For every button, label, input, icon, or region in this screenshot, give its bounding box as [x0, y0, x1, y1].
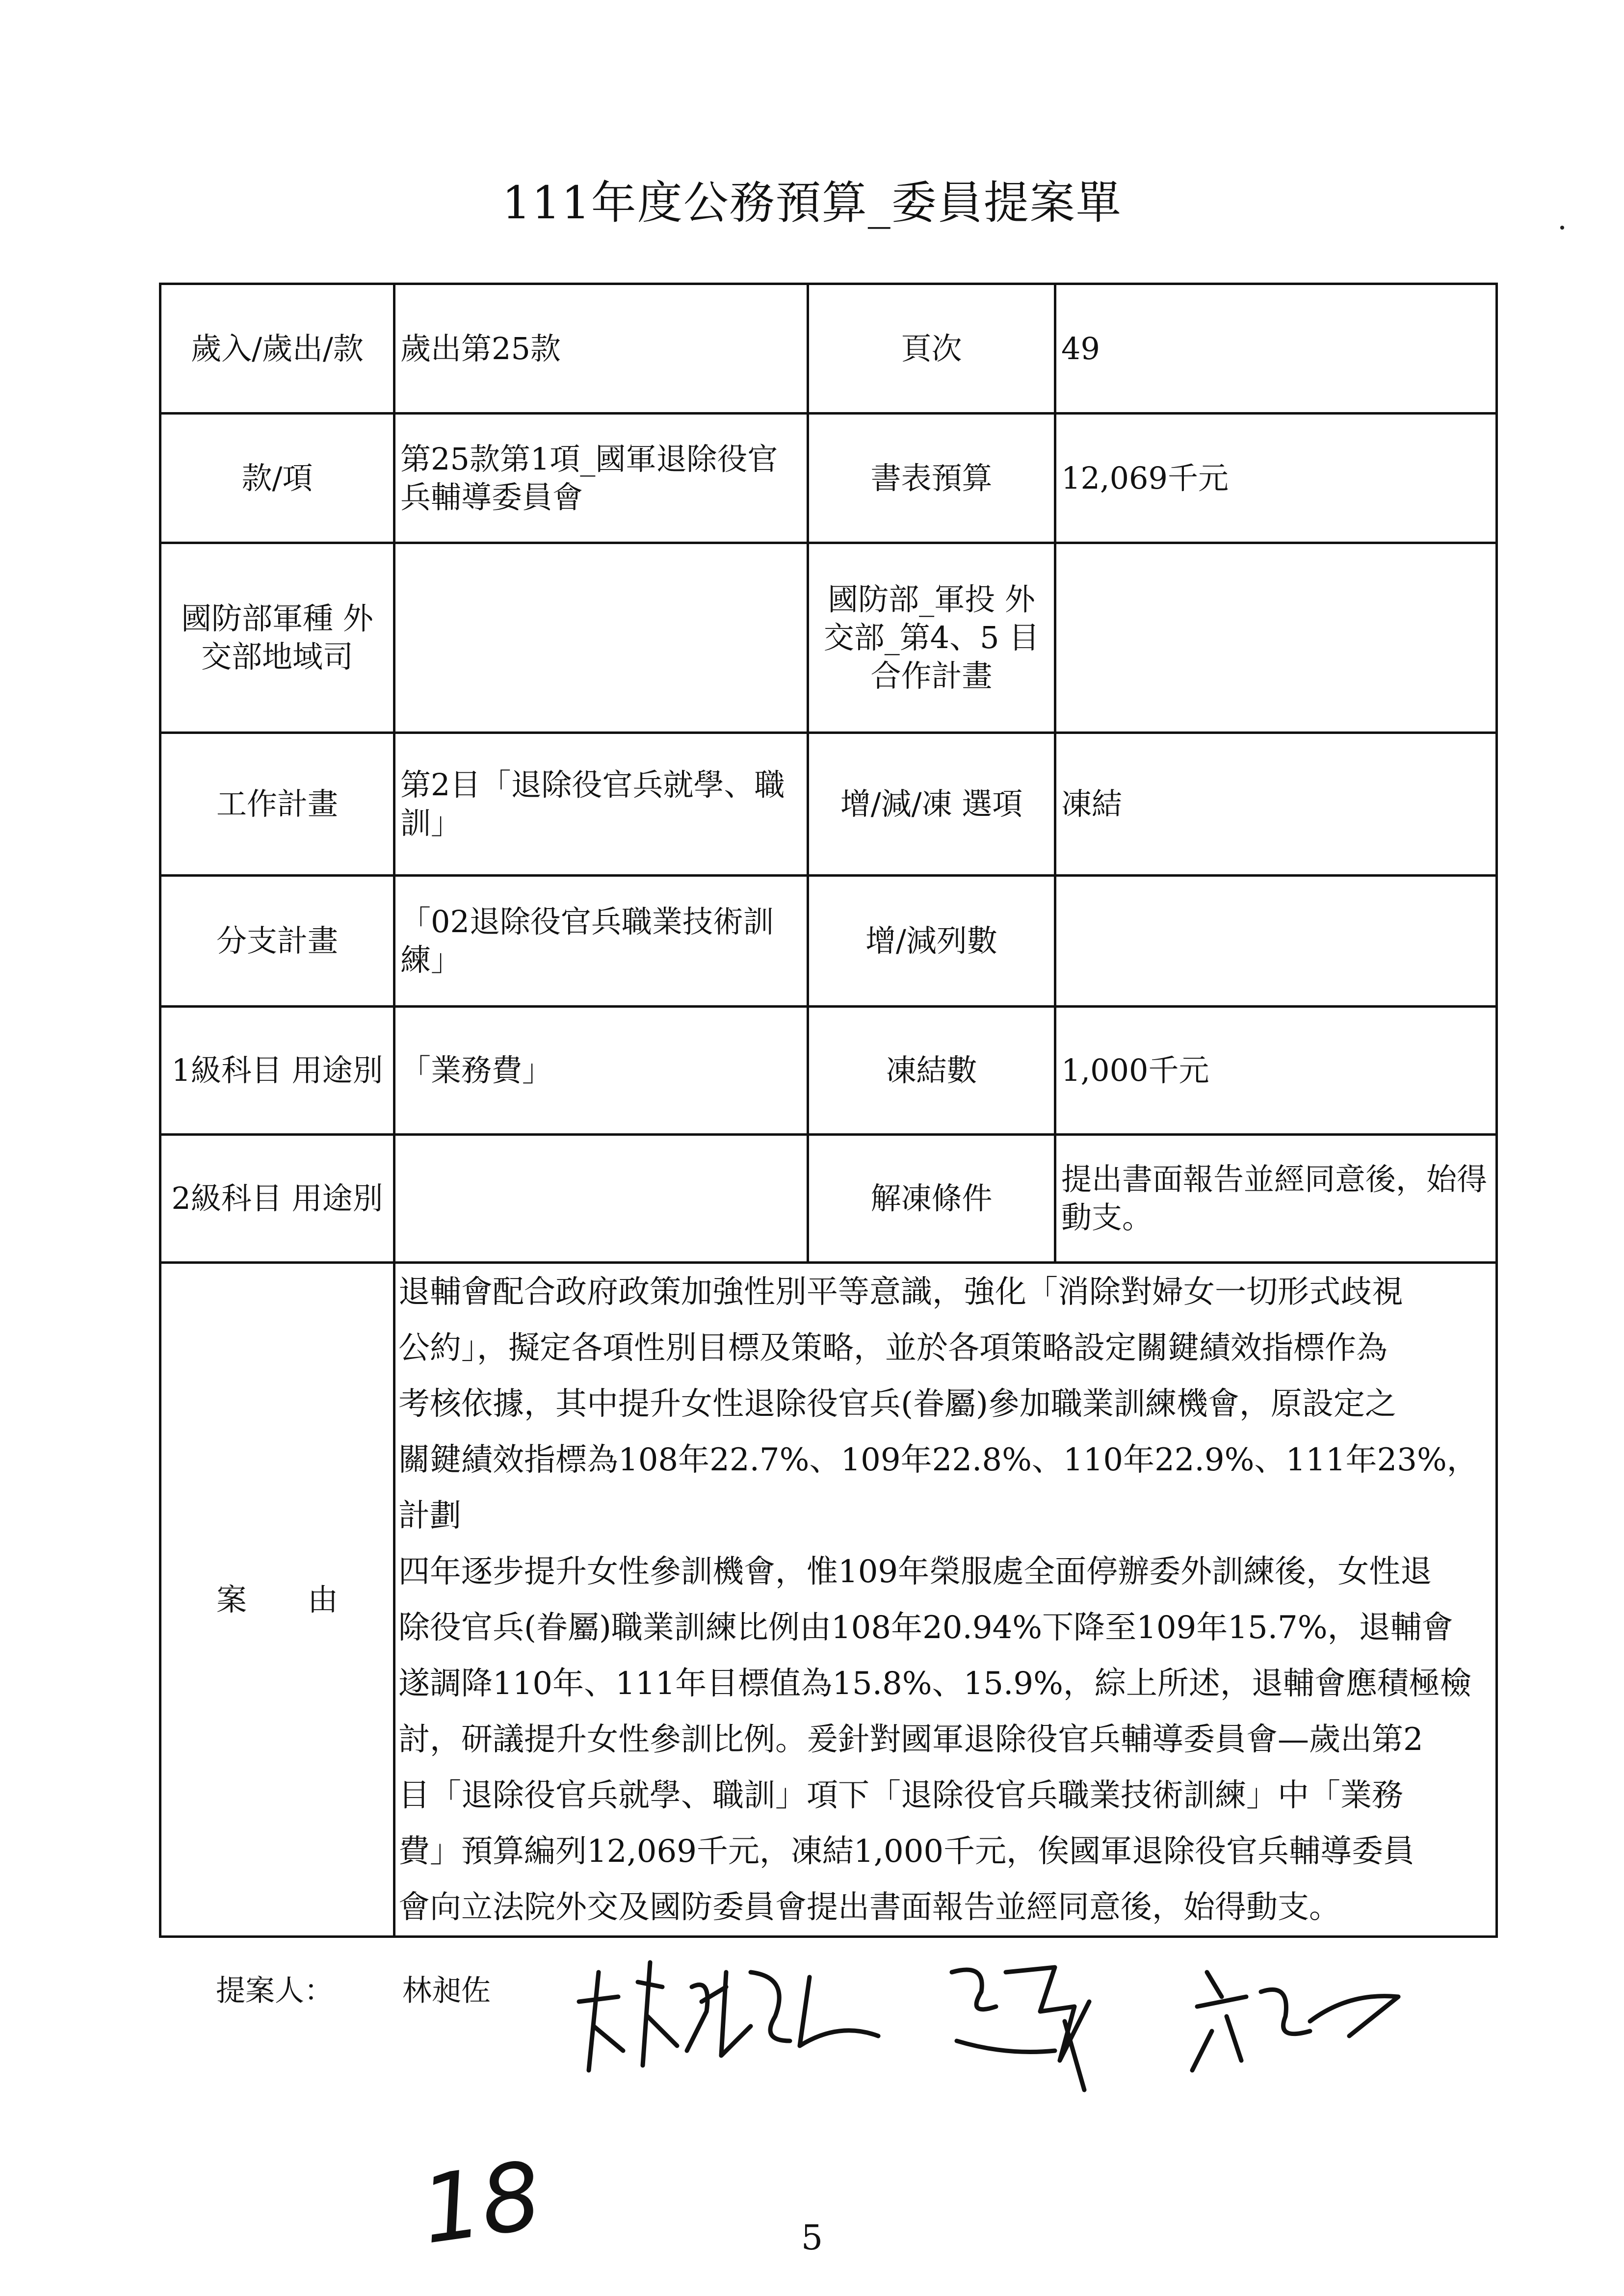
- page-number: 5: [801, 2218, 823, 2258]
- reason-line: 關鍵績效指標為108年22.7%、109年22.8%、110年22.9%、111年23%，計劃: [398, 1441, 1478, 1534]
- proposal-table: [159, 283, 1498, 1938]
- row-value: [1055, 876, 1497, 1007]
- row-label: 書表預算: [808, 414, 1055, 543]
- table-row: [160, 733, 1497, 876]
- table-row: [160, 876, 1497, 1007]
- row-value: [1055, 543, 1497, 733]
- signature-1: [579, 1962, 878, 2070]
- handwritten-number: 18: [415, 2141, 548, 2265]
- row-label: 國防部_軍投 外交部_第4、5 目合作計畫: [808, 543, 1055, 733]
- row-label: 增/減列數: [808, 876, 1055, 1007]
- reason-line: 遂調降110年、111年目標值為15.8%、15.9%，綜上所述，退輔會應積極檢: [398, 1665, 1471, 1702]
- proposer-name: 林昶佐: [402, 1974, 491, 2008]
- proposer-label: 提案人：: [216, 1974, 334, 2008]
- row-label: 工作計畫: [160, 733, 394, 876]
- row-label: 頁次: [808, 284, 1055, 414]
- row-value: 「業務費」: [394, 1007, 808, 1135]
- row-label: 增/減/凍 選項: [808, 733, 1055, 876]
- handwritten-signatures: [564, 1943, 1545, 2105]
- signature-3: [1192, 1972, 1398, 2070]
- row-label: 2級科目 用途別: [160, 1135, 394, 1263]
- reason-row: [160, 1263, 1497, 1937]
- row-value: 1,000千元: [1055, 1007, 1497, 1135]
- reason-line: 會向立法院外交及國防委員會提出書面報告並經同意後，始得動支。: [398, 1889, 1340, 1926]
- row-value: 提出書面報告並經同意後，始得動支。: [1055, 1135, 1497, 1263]
- row-value: 歲出第25款: [394, 284, 808, 414]
- reason-line: 四年逐步提升女性參訓機會，惟109年榮服處全面停辦委外訓練後，女性退: [398, 1553, 1432, 1590]
- signature-2: [952, 1967, 1089, 2090]
- row-value: 12,069千元: [1055, 414, 1497, 543]
- row-value: 第2目「退除役官兵就學、職訓」: [394, 733, 808, 876]
- row-label: 1級科目 用途別: [160, 1007, 394, 1135]
- table-row: [160, 543, 1497, 733]
- row-value: [394, 1135, 808, 1263]
- reason-line: 費」預算編列12,069千元，凍結1,000千元，俟國軍退除役官兵輔導委員: [398, 1833, 1415, 1870]
- reason-line: 退輔會配合政府政策加強性別平等意識，強化「消除對婦女一切形式歧視: [398, 1274, 1403, 1310]
- row-label: 款/項: [160, 414, 394, 543]
- reason-line: 考核依據，其中提升女性退除役官兵(眷屬)參加職業訓練機會，原設定之: [398, 1385, 1396, 1422]
- row-value: 49: [1055, 284, 1497, 414]
- reason-line: 目「退除役官兵就學、職訓」項下「退除役官兵職業技術訓練」中「業務: [398, 1777, 1403, 1814]
- row-label: 凍結數: [808, 1007, 1055, 1135]
- table-row: [160, 1007, 1497, 1135]
- reason-label: 案 由: [160, 1263, 394, 1937]
- reason-line: 討，研議提升女性參訓比例。爰針對國軍退除役官兵輔導委員會—歲出第2: [398, 1721, 1423, 1758]
- row-value: 「02退除役官兵職業技術訓練」: [394, 876, 808, 1007]
- reason-line: 除役官兵(眷屬)職業訓練比例由108年20.94%下降至109年15.7%，退輔會: [398, 1609, 1453, 1646]
- table-row: [160, 284, 1497, 414]
- reason-text: [394, 1263, 1497, 1937]
- row-label: 分支計畫: [160, 876, 394, 1007]
- row-label: 歲入/歲出/款: [160, 284, 394, 414]
- row-label: 國防部軍種 外交部地域司: [160, 543, 394, 733]
- table-row: [160, 1135, 1497, 1263]
- row-value: 凍結: [1055, 733, 1497, 876]
- table-row: [160, 414, 1497, 543]
- row-value: [394, 543, 808, 733]
- row-value: 第25款第1項_國軍退除役官兵輔導委員會: [394, 414, 808, 543]
- reason-line: 公約」，擬定各項性別目標及策略，並於各項策略設定關鍵績效指標作為: [398, 1330, 1388, 1366]
- page-title: 111年度公務預算_委員提案單: [502, 177, 1122, 229]
- row-label: 解凍條件: [808, 1135, 1055, 1263]
